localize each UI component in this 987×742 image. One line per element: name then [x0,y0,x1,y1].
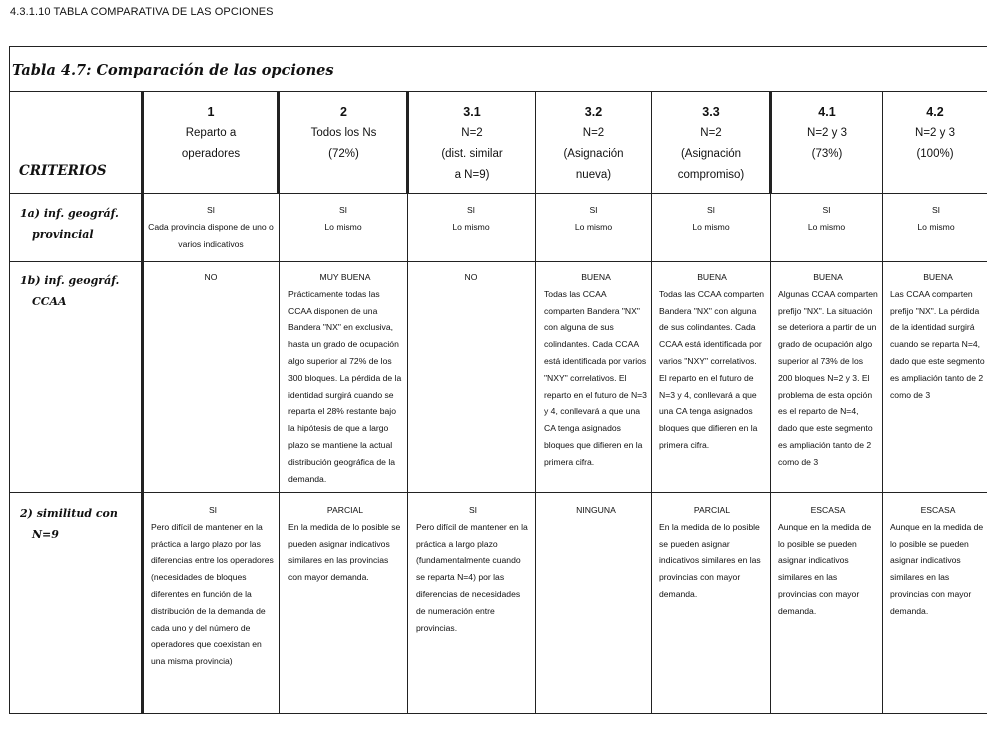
rating: BUENA [813,272,843,282]
cell-text: Lo mismo [452,221,490,232]
column-number: 4.1 [818,105,836,119]
column-line: N=2 y 3 [807,127,847,139]
table-cell [775,202,878,236]
column-number: 3.3 [702,105,720,119]
column-line: nueva) [575,169,612,181]
rating: SI [208,505,218,515]
table-cell [416,502,530,636]
column-line: (Asignación [563,148,624,160]
column-line: operadores [181,148,241,160]
column-header-3-1 [409,102,535,186]
table-cell [147,202,275,252]
criterios-label: CRITERIOS [19,163,107,179]
cell-text: Aunque en la medida de lo posible se pueden asignar indicativos similares en las provincias con mayor demanda. [778,521,872,616]
column-number: 4.2 [926,105,944,119]
rating: SI [706,205,716,215]
column-line: Reparto a [185,127,237,139]
cell-text: Todas las CCAA comparten Bandera "NX" con alguna de sus colindantes. Cada CCAA está identificada por varios "NXY" correlativos. El reparto en el futuro de N=3 y 4, conllevará a que una CA tenga asignados bloques que difieren en la primera cifra. [659,288,765,450]
column-line: (72%) [328,148,359,160]
rating: SI [466,205,476,215]
column-line: (100%) [916,148,954,160]
column-line: compromiso) [677,169,745,181]
table-cell [540,202,647,236]
rating: NO [464,272,478,282]
rating: MUY BUENA [319,272,371,282]
cell-text: En la medida de lo posible se pueden asignar indicativos similares en las provincias con mayor demanda. [288,521,401,583]
column-line: Todos los Ns [310,127,377,139]
row-label-line: provincial [32,228,94,241]
column-line: (dist. similar [441,148,503,160]
table-cell [887,202,985,236]
rating: PARCIAL [693,505,731,515]
section-heading: 4.3.1.10 TABLA COMPARATIVA DE LAS OPCIONES [10,6,274,18]
table-cell [544,269,648,471]
row-label-2 [20,503,118,545]
cell-text: En la medida de lo posible se pueden asignar indicativos similares en las provincias con mayor demanda. [659,521,761,599]
column-line: (Asignación [680,148,742,160]
cell-text: Cada provincia dispone de uno o varios indicativos [148,221,274,249]
rating: ESCASA [810,505,846,515]
table-cell [890,502,986,620]
cell-text: Lo mismo [917,221,955,232]
cell-text: Lo mismo [692,221,730,232]
column-header-2 [280,102,407,165]
column-header-4-2 [883,102,987,165]
cell-text: Lo mismo [324,221,362,232]
column-number: 3.2 [584,105,603,119]
table-cell [544,502,648,519]
cell-text: Pero difícil de mantener en la práctica a largo plazo por las diferencias entre los operadores (necesidades de bloques diferentes en función de la distribución de la demanda de cada uno y del número de operadores que coexistan en una misma provincia) [151,521,274,667]
column-header-3-3 [652,102,770,186]
column-header-3-2 [536,102,651,186]
cell-text: Las CCAA comparten prefijo "NX". La pérdida de la identidad surgirá cuando se reparta N=4, dado que este segmento es ampliación tanto de 2 como de 3 [890,288,985,400]
rating: SI [589,205,598,215]
table-cell [659,502,765,603]
column-number: 3.1 [463,105,481,119]
row-label-line: 1b) inf. geográf. [20,274,120,287]
rating: BUENA [697,272,727,282]
row-label-line: CCAA [32,295,67,308]
column-line: N=2 [461,127,483,139]
rating: NO [204,272,218,282]
divider [9,91,987,92]
cell-text: Algunas CCAA comparten prefijo "NX". La situación se deteriora a partir de un grado de ocupación algo superior al 73% de los 200 bloques N=2 y 3. El problema de esta opción es el reparto de N=4, dado que este segmento es ampliación tanto de 2 como de 3 [778,288,878,467]
cell-text: Lo mismo [807,221,846,232]
column-number: 2 [340,105,347,119]
rating: SI [931,205,941,215]
cell-text: Todas las CCAA comparten Bandera "NX" con alguna de sus colindantes. Cada CCAA está identificada por varios "NXY" correlativos. El reparto en el futuro de N=3 y 4, conllevará a que una CA tenga asignados bloques que difieren en la primera cifra. [544,288,647,467]
column-line: N=2 [582,127,605,139]
cell-text: Prácticamente todas las CCAA disponen de una Bandera "NX" en exclusiva, hasta un grado de ocupación algo superior al 72% de los 300 bloques. La pérdida de la identidad surgirá cuando se reparta el 28% restante bajo la hipótesis de que a largo plazo se mantiene la actual distribución geográfica de la demanda. [288,288,402,484]
column-line: N=2 [700,127,722,139]
table-cell [890,269,986,403]
table-cell [151,502,275,670]
table-cell [412,202,530,236]
column-header-1 [143,102,279,165]
divider [882,91,883,714]
row-label-line: N=9 [32,528,59,541]
table-cell [778,269,878,471]
rating: BUENA [923,272,953,282]
table-cell [659,269,765,454]
column-line: a N=9) [454,169,490,181]
row-label-1a [20,203,119,245]
table-cell [412,269,530,286]
column-number: 1 [207,105,215,119]
divider [9,492,987,493]
table-cell [284,202,402,236]
row-label-line: 1a) inf. geográf. [20,207,119,220]
row-label-1b [20,270,119,312]
column-line: (73%) [811,148,843,160]
cell-text: Lo mismo [574,221,613,232]
rating: SI [206,205,216,215]
cell-text: Aunque en la medida de lo posible se pueden asignar indicativos similares en las provincias con mayor demanda. [890,521,984,616]
table-caption: Tabla 4.7: Comparación de las opciones [12,62,334,79]
rating: ESCASA [920,505,956,515]
divider [9,193,987,194]
divider [9,261,987,262]
row-label-line: 2) similitud con [20,507,118,520]
rating: BUENA [581,272,611,282]
table-cell [288,269,402,487]
table-cell [656,202,766,236]
rating: SI [338,205,348,215]
column-header-4-1 [772,102,882,165]
table-cell [147,269,275,286]
cell-text: Pero difícil de mantener en la práctica a largo plazo (fundamentalmente cuando se reparta N=4) por las diferencias de necesidades de numeración entre provincias. [416,521,528,633]
rating: SI [822,205,831,215]
table-cell [778,502,878,620]
column-line: N=2 y 3 [915,127,955,139]
rating: NINGUNA [576,505,616,515]
rating: PARCIAL [326,505,364,515]
table-cell [288,502,402,586]
rating: SI [468,505,478,515]
divider [141,91,144,714]
